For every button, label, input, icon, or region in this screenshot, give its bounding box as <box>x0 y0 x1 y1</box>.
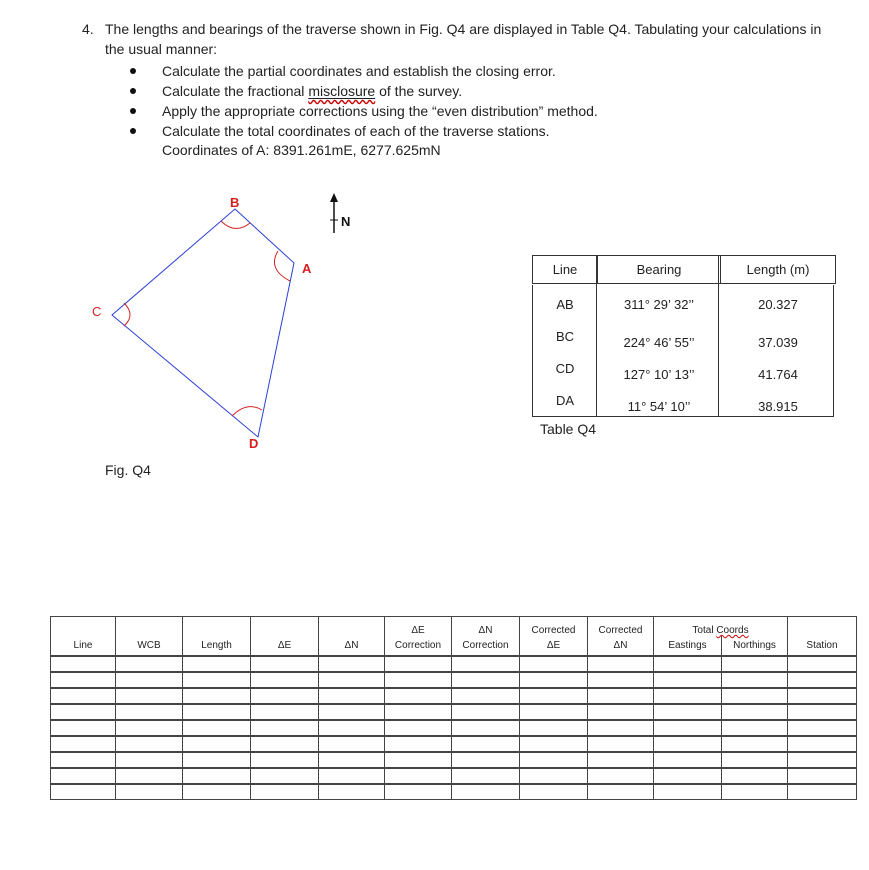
tq4-bearing: 11° 54’ 10’’ <box>627 399 691 414</box>
angle-arc-b <box>221 221 250 229</box>
tq4-length: 41.764 <box>758 367 798 382</box>
calc-h2-dn-correction: Correction <box>452 636 520 656</box>
task-item: Calculate the partial coordinates and establish the closing error. <box>130 61 598 81</box>
calc-h2-dn: ΔN <box>319 636 385 656</box>
calc-cell[interactable] <box>452 656 520 672</box>
misclosure-word: misclosure <box>308 83 376 99</box>
calc-cell[interactable] <box>319 656 385 672</box>
calc-cell[interactable] <box>452 720 520 736</box>
calc-cell[interactable] <box>183 720 251 736</box>
calc-cell[interactable] <box>251 656 319 672</box>
calc-h2-corrected-de: ΔE <box>520 636 588 656</box>
station-a-label: A <box>302 261 312 276</box>
calc-cell[interactable] <box>588 752 654 768</box>
tq4-length: 37.039 <box>758 335 798 350</box>
calc-h1-cell <box>319 617 385 637</box>
calc-cell[interactable] <box>520 656 588 672</box>
calc-cell[interactable] <box>654 688 722 704</box>
calc-cell[interactable] <box>116 720 183 736</box>
calc-cell[interactable] <box>385 656 452 672</box>
coordinates-note: Coordinates of A: 8391.261mE, 6277.625mN <box>162 142 441 158</box>
calc-cell[interactable] <box>722 656 788 672</box>
tq4-header-length: Length (m) <box>721 256 836 284</box>
tq4-line: AB <box>556 297 574 312</box>
calc-cell[interactable] <box>116 768 183 784</box>
calc-cell[interactable] <box>51 768 116 784</box>
calc-h2-de-correction: Correction <box>385 636 452 656</box>
calc-cell[interactable] <box>588 768 654 784</box>
calc-h1-de: ΔE <box>385 617 452 637</box>
calc-body <box>51 656 857 800</box>
calc-h2-eastings: Eastings <box>654 636 722 656</box>
station-c-label: C <box>92 304 102 319</box>
calc-cell[interactable] <box>183 784 251 800</box>
table-row <box>51 736 857 752</box>
calc-cell[interactable] <box>51 688 116 704</box>
calc-cell[interactable] <box>588 688 654 704</box>
station-d-label: D <box>249 436 259 451</box>
calc-cell[interactable] <box>520 720 588 736</box>
table-row <box>51 784 857 800</box>
calc-cell[interactable] <box>385 672 452 688</box>
tq4-header-bearing: Bearing <box>598 256 721 284</box>
calc-cell[interactable] <box>788 656 857 672</box>
table-row <box>51 704 857 720</box>
figure-caption: Fig. Q4 <box>105 462 151 478</box>
calc-cell[interactable] <box>520 672 588 688</box>
north-label: N <box>341 214 351 229</box>
table-row <box>51 752 857 768</box>
calc-h2-corrected-dn: ΔN <box>588 636 654 656</box>
calc-cell[interactable] <box>251 672 319 688</box>
calc-cell[interactable] <box>183 656 251 672</box>
calc-cell[interactable] <box>385 704 452 720</box>
task-item: Calculate the total coordinates of each of the traverse stations. <box>130 121 598 141</box>
tq4-bearing: 127° 10’ 13’’ <box>623 367 695 382</box>
calc-cell[interactable] <box>251 752 319 768</box>
calc-h1-dn: ΔN <box>452 617 520 637</box>
tq4-bearing: 224° 46’ 55’’ <box>623 335 695 350</box>
question-intro-line1: The lengths and bearings of the traverse shown in Fig. Q4 are displayed in Table Q4. Tabulating your calculations in <box>105 21 822 37</box>
table-row <box>51 672 857 688</box>
calc-cell[interactable] <box>520 736 588 752</box>
calc-cell[interactable] <box>654 784 722 800</box>
calc-cell[interactable] <box>385 752 452 768</box>
calc-h1-cell <box>51 617 116 637</box>
traverse-polygon <box>112 209 294 437</box>
calc-cell[interactable] <box>452 752 520 768</box>
calc-cell[interactable] <box>452 784 520 800</box>
calc-cell[interactable] <box>722 704 788 720</box>
calc-cell[interactable] <box>319 720 385 736</box>
calc-cell[interactable] <box>588 720 654 736</box>
calc-cell[interactable] <box>116 672 183 688</box>
table-row <box>533 361 836 393</box>
calc-cell[interactable] <box>51 752 116 768</box>
calc-cell[interactable] <box>588 784 654 800</box>
calc-cell[interactable] <box>722 784 788 800</box>
calc-cell[interactable] <box>722 672 788 688</box>
calc-cell[interactable] <box>520 704 588 720</box>
calc-cell[interactable] <box>788 768 857 784</box>
calc-cell[interactable] <box>251 784 319 800</box>
calc-cell[interactable] <box>452 688 520 704</box>
tq4-line: BC <box>555 329 575 344</box>
calc-cell[interactable] <box>319 768 385 784</box>
table-row <box>51 768 857 784</box>
calc-cell[interactable] <box>183 768 251 784</box>
calc-cell[interactable] <box>588 704 654 720</box>
calc-cell[interactable] <box>319 672 385 688</box>
calc-cell[interactable] <box>788 736 857 752</box>
tq4-line: CD <box>555 361 575 376</box>
table-row <box>533 393 836 414</box>
calc-cell[interactable] <box>183 752 251 768</box>
table-row <box>51 720 857 736</box>
calc-cell[interactable] <box>722 752 788 768</box>
task-list <box>130 61 598 141</box>
calc-cell[interactable] <box>788 704 857 720</box>
calc-cell[interactable] <box>183 736 251 752</box>
calc-cell[interactable] <box>385 720 452 736</box>
calc-cell[interactable] <box>654 672 722 688</box>
calc-cell[interactable] <box>116 688 183 704</box>
table-q4 <box>532 255 836 414</box>
calc-cell[interactable] <box>654 736 722 752</box>
calc-cell[interactable] <box>116 656 183 672</box>
station-b-label: B <box>230 195 240 210</box>
traverse-figure <box>80 185 380 455</box>
calc-cell[interactable] <box>116 704 183 720</box>
calc-cell[interactable] <box>452 736 520 752</box>
calc-cell[interactable] <box>654 720 722 736</box>
calc-cell[interactable] <box>251 736 319 752</box>
tq4-header-line: Line <box>533 256 598 284</box>
calc-h2-length: Length <box>183 636 251 656</box>
calc-cell[interactable] <box>452 768 520 784</box>
calc-cell[interactable] <box>520 768 588 784</box>
calc-cell[interactable] <box>116 784 183 800</box>
calc-h1-total-coords: Total Coords <box>654 617 788 637</box>
calc-cell[interactable] <box>385 688 452 704</box>
calc-cell[interactable] <box>588 656 654 672</box>
calc-cell[interactable] <box>319 784 385 800</box>
calc-cell[interactable] <box>319 752 385 768</box>
calc-h2-wcb: WCB <box>116 636 183 656</box>
calc-h2-northings: Northings <box>722 636 788 656</box>
calc-header-row-2 <box>51 636 857 656</box>
tq4-bearing: 311° 29’ 32’’ <box>623 297 694 312</box>
table-row <box>533 329 836 361</box>
calc-h1-corrected-de: Corrected <box>520 617 588 637</box>
calc-cell[interactable] <box>51 720 116 736</box>
angle-arc-d <box>232 407 262 416</box>
calc-cell[interactable] <box>722 688 788 704</box>
calc-cell[interactable] <box>654 656 722 672</box>
task-item-post: of the survey. <box>375 83 463 99</box>
calc-cell[interactable] <box>183 672 251 688</box>
calc-cell[interactable] <box>588 736 654 752</box>
calc-cell[interactable] <box>520 688 588 704</box>
calc-cell[interactable] <box>788 720 857 736</box>
calc-cell[interactable] <box>788 688 857 704</box>
calc-cell[interactable] <box>251 688 319 704</box>
calc-cell[interactable] <box>51 784 116 800</box>
calc-h1-cell <box>183 617 251 637</box>
calc-cell[interactable] <box>520 784 588 800</box>
calc-cell[interactable] <box>183 704 251 720</box>
question-intro-line2: the usual manner: <box>105 41 218 57</box>
calc-cell[interactable] <box>654 768 722 784</box>
calculation-table <box>50 616 857 800</box>
calc-cell[interactable] <box>183 688 251 704</box>
angle-arc-c <box>124 303 130 326</box>
tq4-length: 20.327 <box>758 297 798 312</box>
calc-cell[interactable] <box>654 704 722 720</box>
table-row <box>51 688 857 704</box>
calc-cell[interactable] <box>319 736 385 752</box>
calc-cell[interactable] <box>722 720 788 736</box>
calc-header-row-1 <box>51 617 857 637</box>
calc-cell[interactable] <box>654 752 722 768</box>
question-number: 4. <box>82 21 94 37</box>
calc-cell[interactable] <box>51 736 116 752</box>
tq4-line: DA <box>555 393 575 408</box>
calc-cell[interactable] <box>51 704 116 720</box>
calc-cell[interactable] <box>385 736 452 752</box>
calc-cell[interactable] <box>116 752 183 768</box>
task-item-pre: Calculate the fractional <box>162 83 309 99</box>
calc-h1-cell <box>788 617 857 637</box>
table-row <box>51 656 857 672</box>
calc-cell[interactable] <box>588 672 654 688</box>
calc-cell[interactable] <box>788 752 857 768</box>
task-item: Apply the appropriate corrections using the “even distribution” method. <box>130 101 598 121</box>
north-arrowhead-icon <box>330 193 338 202</box>
calc-cell[interactable] <box>51 672 116 688</box>
angle-arc-a <box>274 251 290 281</box>
calc-cell[interactable] <box>520 752 588 768</box>
calc-cell[interactable] <box>452 672 520 688</box>
calc-cell[interactable] <box>722 768 788 784</box>
calc-h1-cell <box>251 617 319 637</box>
calc-cell[interactable] <box>722 736 788 752</box>
calc-cell[interactable] <box>251 720 319 736</box>
task-item <box>130 81 598 101</box>
calc-cell[interactable] <box>788 672 857 688</box>
table-q4-caption: Table Q4 <box>540 421 597 437</box>
calc-cell[interactable] <box>319 704 385 720</box>
tq4-length: 38.915 <box>758 399 798 414</box>
table-row <box>533 284 836 330</box>
calc-cell[interactable] <box>788 784 857 800</box>
calc-h2-line: Line <box>51 636 116 656</box>
calc-cell[interactable] <box>116 736 183 752</box>
calc-cell[interactable] <box>251 768 319 784</box>
calc-cell[interactable] <box>319 688 385 704</box>
calc-cell[interactable] <box>51 656 116 672</box>
calc-h2-de: ΔE <box>251 636 319 656</box>
calc-h1-corrected-dn: Corrected <box>588 617 654 637</box>
calc-h2-station: Station <box>788 636 857 656</box>
calc-cell[interactable] <box>385 784 452 800</box>
calc-cell[interactable] <box>385 768 452 784</box>
calc-h1-cell <box>116 617 183 637</box>
calc-cell[interactable] <box>452 704 520 720</box>
calc-cell[interactable] <box>251 704 319 720</box>
